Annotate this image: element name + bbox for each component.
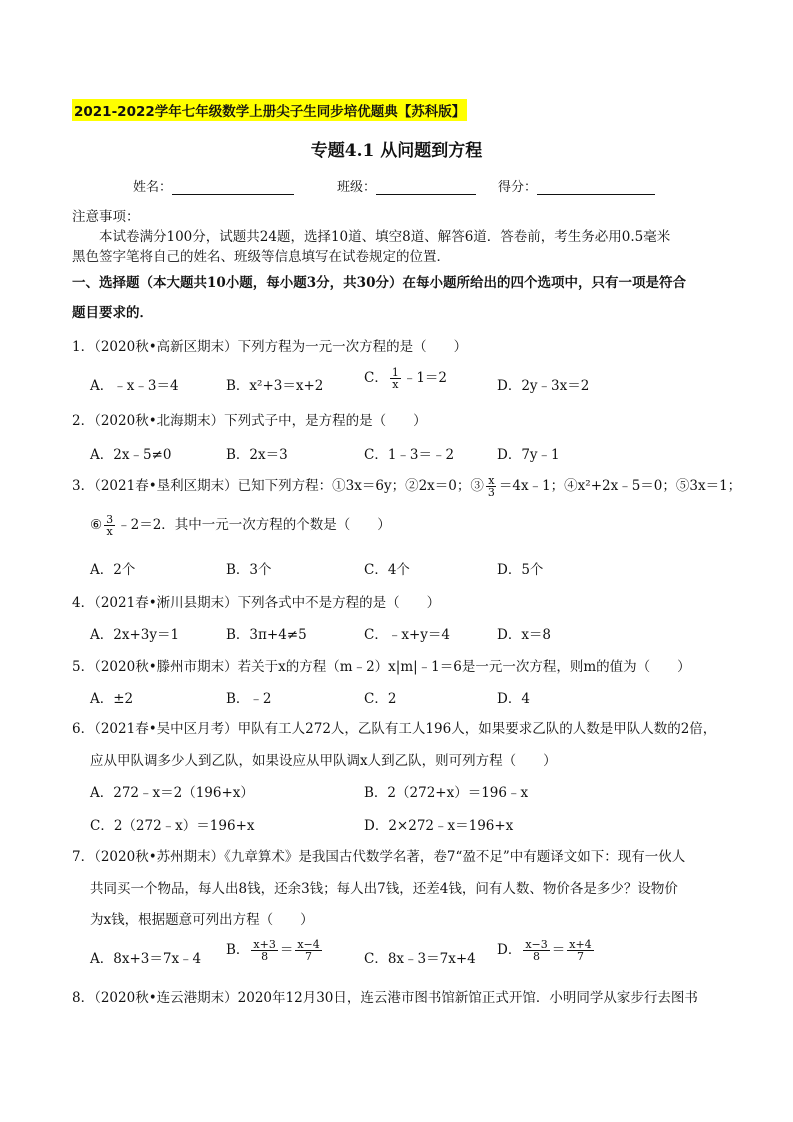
question-3-stem: 3．（2021春•垦利区期末）已知下列方程：①3x＝6y；②2x＝0；③ $\frac{x}{3}$ ＝4x﹣1；④x²+2x﹣5＝0；⑤3x＝1；: [72, 474, 742, 499]
option-b: B．3个: [226, 562, 272, 578]
option-d: D．4: [497, 691, 530, 707]
option-d: D． $\frac{x-3}{8}$ ＝ $\frac{x+4}{7}$: [497, 938, 592, 963]
question-8-stem: 8．（2020秋•连云港期末）2020年12月30日，连云港市图书馆新馆正式开馆．小明同学从家步行去图书: [72, 990, 698, 1006]
section-heading: 一、选择题（本大题共10小题，每小题3分，共30分）在每小题所给出的四个选项中，只有一项是符合: [72, 275, 686, 291]
option-c: C． $\frac{1}{x}$ ﹣1＝2: [364, 366, 448, 391]
question-3-stem-line2: ⑥ $\frac{3}{x}$ ﹣2＝2．其中一元一次方程的个数是（ ）: [90, 513, 391, 538]
question-1-stem: 1．（2020秋•高新区期末）下列方程为一元一次方程的是（ ）: [72, 339, 468, 355]
option-d: D．2y﹣3x＝2: [497, 378, 590, 394]
question-7-stem: 7．（2020秋•苏州期末）《九章算术》是我国古代数学名著，卷7“盈不足”中有题译文如下：现有一伙人: [72, 849, 686, 865]
series-title: 2021-2022学年七年级数学上册尖子生同步培优题典【苏科版】: [72, 99, 467, 121]
fraction: $\frac{1}{x}$: [391, 366, 399, 391]
class-field: 班级：: [337, 176, 476, 195]
option-c: C．8x﹣3＝7x+4: [364, 951, 476, 967]
page-title: 专题4.1 从问题到方程: [310, 141, 483, 161]
question-6-stem: 6．（2021春•吴中区月考）甲队有工人272人，乙队有工人196人，如果要求乙队的人数是甲队人数的2倍，: [72, 721, 717, 737]
name-field: 姓名：: [133, 176, 294, 195]
option-a: A．2个: [90, 562, 136, 578]
option-c: C．1﹣3＝﹣2: [364, 447, 455, 463]
section-heading: 题目要求的．: [72, 305, 153, 321]
option-b: B．2（272+x）＝196﹣x: [364, 785, 529, 801]
option-c: C．2: [364, 691, 397, 707]
option-a: A．272﹣x＝2（196+x）: [90, 785, 254, 801]
option-a: A．8x+3＝7x﹣4: [90, 951, 202, 967]
option-c: C．﹣x+y＝4: [364, 627, 450, 643]
question-5-stem: 5．（2020秋•滕州市期末）若关于x的方程（m﹣2）x|m|﹣1＝6是一元一次方程，则m的值为（ ）: [72, 659, 691, 675]
option-d: D．7y﹣1: [497, 447, 560, 463]
fraction: $\frac{x+3}{8}$: [253, 938, 276, 963]
question-6-stem-line2: 应从甲队调多少人到乙队，如果设应从甲队调x人到乙队，则可列方程（ ）: [90, 753, 557, 769]
option-b: B．3π+4≠5: [226, 627, 307, 643]
notes-line: 黑色签字笔将自己的姓名、班级等信息填写在试卷规定的位置．: [72, 249, 450, 265]
option-d: D．5个: [497, 562, 544, 578]
question-2-stem: 2．（2020秋•北海期末）下列式子中，是方程的是（ ）: [72, 413, 427, 429]
option-a: A．2x﹣5≠0: [90, 447, 172, 463]
option-b: B．x²+3＝x+2: [226, 378, 324, 394]
option-d: D．2×272﹣x＝196+x: [364, 818, 514, 834]
option-a: A．±2: [90, 691, 134, 707]
question-4-stem: 4．（2021春•淅川县期末）下列各式中不是方程的是（ ）: [72, 595, 441, 611]
question-7-stem-line2: 共同买一个物品，每人出8钱，还余3钱；每人出7钱，还差4钱，问有人数、物价各是多少？设物价: [90, 881, 678, 897]
option-b: B．﹣2: [226, 691, 272, 707]
fraction: $\frac{x+4}{7}$: [569, 938, 592, 963]
question-7-stem-line3: 为x钱，根据题意可列出方程（ ）: [90, 912, 314, 928]
fraction: $\frac{x-4}{7}$: [297, 938, 320, 963]
option-b: B． $\frac{x+3}{8}$ ＝ $\frac{x-4}{7}$: [226, 938, 320, 963]
notes-line: 本试卷满分100分，试题共24题，选择10道、填空8道、解答6道．答卷前，考生务必用0.5毫米: [99, 229, 671, 245]
option-c: C．2（272﹣x）＝196+x: [90, 818, 255, 834]
option-d: D．x＝8: [497, 627, 552, 643]
option-a: A．2x+3y＝1: [90, 627, 180, 643]
option-b: B．2x＝3: [226, 447, 288, 463]
notes-heading: 注意事项：: [72, 209, 140, 225]
option-c: C．4个: [364, 562, 410, 578]
score-field: 得分：: [498, 176, 655, 195]
fraction: $\frac{x}{3}$: [487, 474, 495, 499]
fraction: $\frac{x-3}{8}$: [525, 938, 548, 963]
fraction: $\frac{3}{x}$: [106, 513, 114, 538]
option-a: A．﹣x﹣3＝4: [90, 378, 179, 394]
